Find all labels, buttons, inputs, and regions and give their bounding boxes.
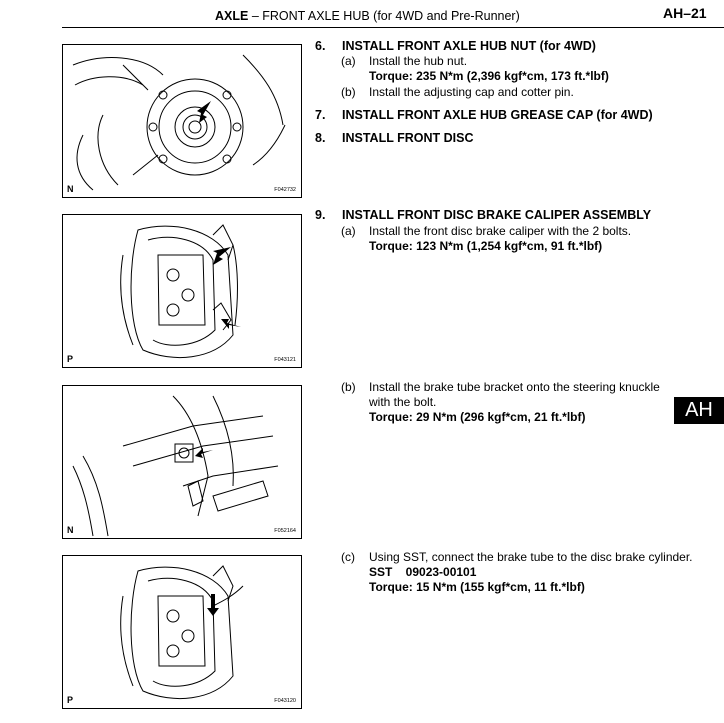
step-6a [341,54,699,84]
step-9c [341,550,699,595]
step-number: 6. [315,39,326,53]
header-section: AXLE [215,9,249,23]
figure-letter: P [67,695,74,705]
figure-letter: N [67,525,74,535]
step-9-heading [315,208,651,222]
arrow-icon [207,594,219,616]
page-header [0,0,724,30]
bracket-illustration [63,386,301,538]
figure-code: F043121 [274,357,296,363]
figure-code: F052164 [274,528,296,534]
step-title: INSTALL FRONT AXLE HUB NUT (for 4WD) [342,39,596,53]
figure-letter: N [67,184,74,194]
header-rule [62,27,724,28]
substep-label: (b) [341,380,356,394]
substep-label: (a) [341,54,356,68]
step-6b [341,85,699,100]
step-title: INSTALL FRONT DISC [342,131,474,145]
figure-code: F043120 [274,698,296,704]
step-number: 7. [315,108,326,122]
step-7-heading [315,108,653,122]
torque-spec: Torque: 235 N*m (2,396 kgf*cm, 173 ft.*lbf) [369,69,609,83]
substep-label: (c) [341,550,355,564]
substep-text: Install the adjusting cap and cotter pin. [369,85,574,99]
header-subtitle: FRONT AXLE HUB (for 4WD and Pre-Runner) [262,9,520,23]
substep-text: Install the hub nut. [369,54,468,68]
figure-caliper [62,214,302,368]
header-title [215,9,520,23]
step-8-heading [315,131,473,145]
figure-tube-bracket [62,385,302,539]
substep-text: Using SST, connect the brake tube to the disc brake cylinder. [369,550,693,564]
substep-label: (a) [341,224,356,238]
figure-letter: P [67,354,74,364]
caliper-illustration [63,215,301,367]
torque-spec: Torque: 15 N*m (155 kgf*cm, 11 ft.*lbf) [369,580,585,594]
figure-hub-nut [62,44,302,198]
substep-label: (b) [341,85,356,99]
section-tab: AH [674,397,724,424]
torque-spec: Torque: 123 N*m (1,254 kgf*cm, 91 ft.*lbf) [369,239,603,253]
page-number: AH–21 [663,5,707,21]
sst-number: SST 09023-00101 [369,565,477,579]
step-title: INSTALL FRONT AXLE HUB GREASE CAP (for 4WD) [342,108,653,122]
step-title: INSTALL FRONT DISC BRAKE CALIPER ASSEMBLY [342,208,652,222]
brake-tube-illustration [63,556,301,708]
hub-illustration [63,45,301,197]
substep-text: Install the brake tube bracket onto the steering knuckle with the bolt. [369,380,660,409]
step-number: 8. [315,131,326,145]
step-6-heading [315,39,596,53]
step-9b [341,380,669,425]
torque-spec: Torque: 29 N*m (296 kgf*cm, 21 ft.*lbf) [369,410,586,424]
step-9a [341,224,699,254]
header-separator: – [251,9,259,23]
substep-text: Install the front disc brake caliper with the 2 bolts. [369,224,632,238]
figure-brake-tube [62,555,302,709]
figure-code: F042732 [274,187,296,193]
step-number: 9. [315,208,326,222]
